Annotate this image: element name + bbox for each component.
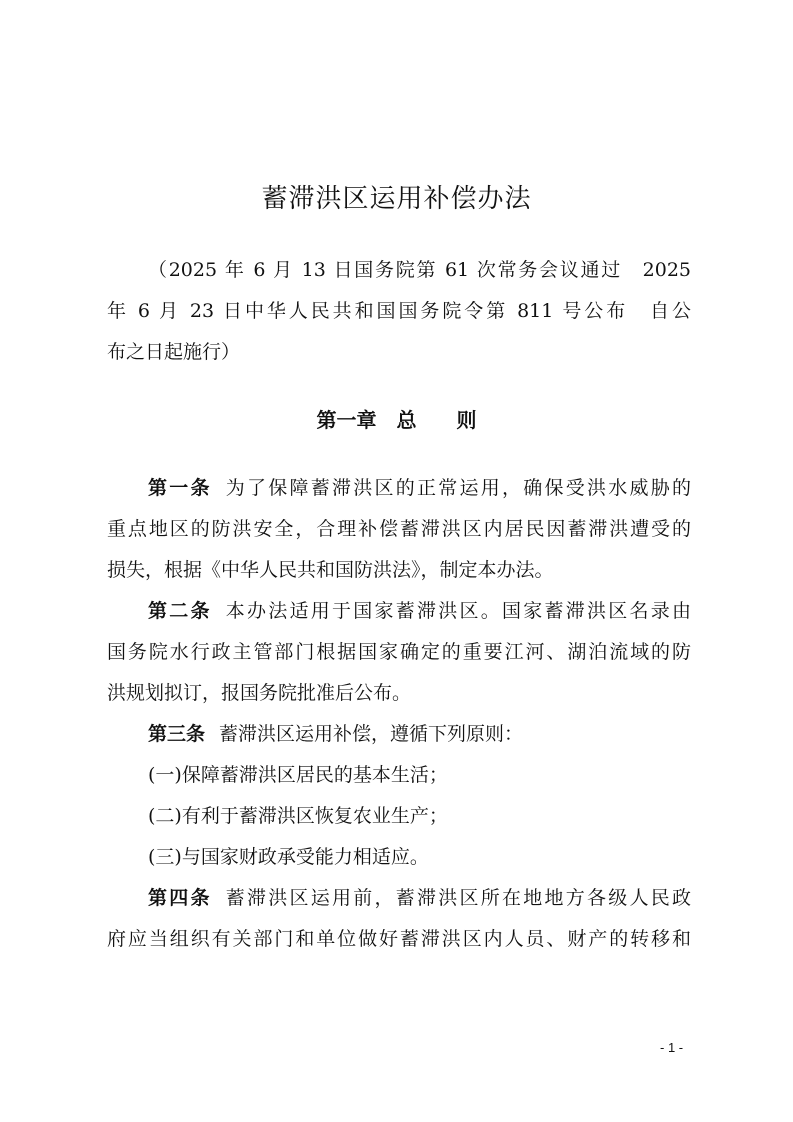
article-4-line: 府应当组织有关部门和单位做好蓄滞洪区内人员、财产的转移和	[107, 928, 691, 950]
preface-line: 年 6 月 23 日中华人民共和国国务院令第 811 号公布 自公	[107, 300, 691, 322]
article-label: 第一条	[148, 477, 212, 499]
preface-line: 布之日起施行）	[107, 341, 241, 363]
article-1-line: 损失，根据《中华人民共和国防洪法》，制定本办法。	[107, 559, 554, 581]
article-3-line: 第三条 蓄滞洪区运用补偿，遵循下列原则：	[148, 723, 524, 745]
article-2-line: 洪规划拟订，报国务院批准后公布。	[107, 682, 412, 704]
article-label: 第三条	[148, 723, 206, 745]
article-2-line: 第二条 本办法适用于国家蓄滞洪区。国家蓄滞洪区名录由	[148, 600, 691, 622]
article-label: 第四条	[148, 887, 212, 909]
article-1-line: 重点地区的防洪安全，合理补偿蓄滞洪区内居民因蓄滞洪遭受的	[107, 518, 691, 540]
article-1-line: 第一条 为了保障蓄滞洪区的正常运用，确保受洪水威胁的	[148, 477, 691, 499]
article-2-line: 国务院水行政主管部门根据国家确定的重要江河、湖泊流域的防	[107, 641, 691, 663]
preface-line: （2025 年 6 月 13 日国务院第 61 次常务会议通过 2025	[148, 259, 691, 281]
article-3-item: (二)有利于蓄滞洪区恢复农业生产；	[148, 805, 448, 827]
article-4-line: 第四条 蓄滞洪区运用前，蓄滞洪区所在地地方各级人民政	[148, 887, 691, 909]
document-title: 蓄滞洪区运用补偿办法	[261, 184, 532, 214]
article-label: 第二条	[148, 600, 212, 622]
article-3-item: (一)保障蓄滞洪区居民的基本生活；	[148, 764, 448, 786]
chapter-heading: 第一章 总 则	[316, 408, 477, 432]
article-3-item: (三)与国家财政承受能力相适应。	[148, 846, 429, 868]
page-number: - 1 -	[660, 1040, 684, 1055]
